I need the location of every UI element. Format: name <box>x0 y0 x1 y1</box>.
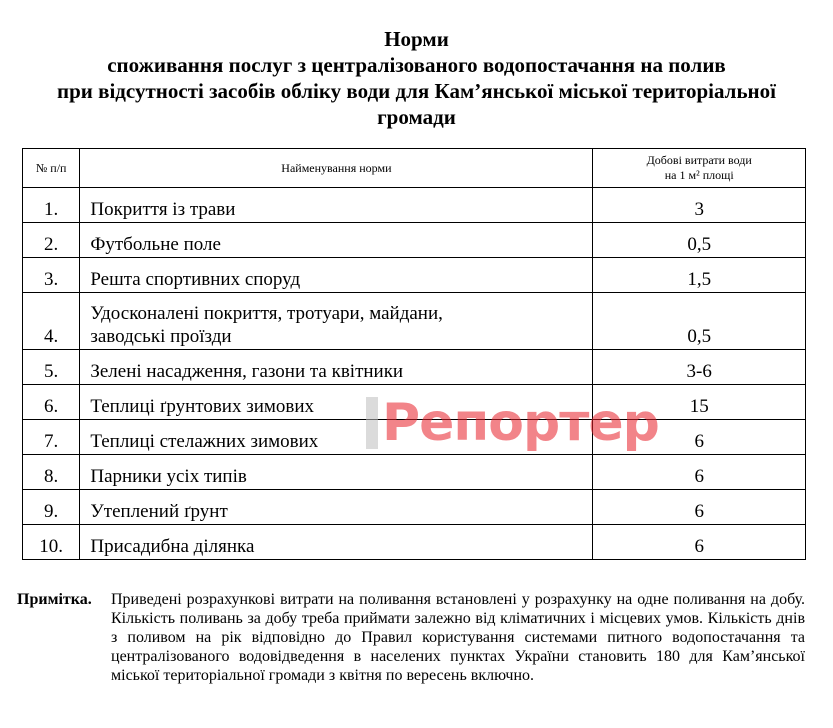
row-name: Утеплений ґрунт <box>80 490 593 525</box>
table-row <box>23 525 806 560</box>
row-value: 3 <box>593 188 806 223</box>
header-rate-line-2: на 1 м² площі <box>664 168 734 182</box>
row-name: Футбольне поле <box>80 223 593 258</box>
title-line-2: споживання послуг з централізованого водопостачання на полив <box>107 53 726 77</box>
row-value: 3-6 <box>593 350 806 385</box>
header-rate <box>593 149 806 188</box>
row-value: 6 <box>593 490 806 525</box>
table-row <box>23 350 806 385</box>
table-row <box>23 455 806 490</box>
title-line-4: громади <box>377 105 456 129</box>
table-row <box>23 293 806 350</box>
title-line-1: Норми <box>384 27 449 51</box>
title-line-3: при відсутності засобів обліку води для Кам’янської міської територіальної <box>56 79 776 103</box>
row-number: 1. <box>23 188 80 223</box>
row-number: 2. <box>23 223 80 258</box>
row-name: Решта спортивних споруд <box>80 258 593 293</box>
table-header-row <box>23 149 806 188</box>
table-row <box>23 258 806 293</box>
note-label: Примітка. <box>17 591 92 608</box>
row-value: 15 <box>593 385 806 420</box>
watermark-text: Репортер <box>382 393 659 453</box>
document-title <box>0 26 833 130</box>
row-name: Теплиці ґрунтових зимових <box>80 385 593 420</box>
row-number: 6. <box>23 385 80 420</box>
table-row <box>23 490 806 525</box>
row-name: Удосконалені покриття, тротуари, майдани, заводські проїзди <box>80 293 593 350</box>
row-number: 4. <box>23 293 80 350</box>
row-name: Покриття із трави <box>80 188 593 223</box>
row-value: 1,5 <box>593 258 806 293</box>
row-number: 5. <box>23 350 80 385</box>
row-number: 9. <box>23 490 80 525</box>
row-name: Теплиці стелажних зимових <box>80 420 593 455</box>
row-number: 3. <box>23 258 80 293</box>
note-block <box>17 590 805 685</box>
header-name: Найменування норми <box>80 149 593 188</box>
note-text: Приведені розрахункові витрати на поливання встановлені у розрахунку на одне поливання на добу. Кількість поливань за добу треба приймати залежно від кліматичних і місцевих умов. Кількість днів з поливом на рік відповідно до Правил користування системами питного водопостачання та централізованого водовідведення в населених пунктах України становить 180 для Кам’янської міської територіальної громади з квітня по вересень включно. <box>111 591 805 684</box>
row-value: 6 <box>593 420 806 455</box>
table-row <box>23 188 806 223</box>
row-number: 10. <box>23 525 80 560</box>
row-value: 0,5 <box>593 293 806 350</box>
row-number: 7. <box>23 420 80 455</box>
row-name: Парники усіх типів <box>80 455 593 490</box>
header-rate-line-1: Добові витрати води <box>646 153 752 167</box>
table-row <box>23 223 806 258</box>
row-name: Зелені насадження, газони та квітники <box>80 350 593 385</box>
header-number: № п/п <box>23 149 80 188</box>
row-number: 8. <box>23 455 80 490</box>
row-value: 0,5 <box>593 223 806 258</box>
norms-table <box>22 148 806 560</box>
table-row <box>23 420 806 455</box>
row-value: 6 <box>593 455 806 490</box>
table-row <box>23 385 806 420</box>
row-value: 6 <box>593 525 806 560</box>
row-name: Присадибна ділянка <box>80 525 593 560</box>
